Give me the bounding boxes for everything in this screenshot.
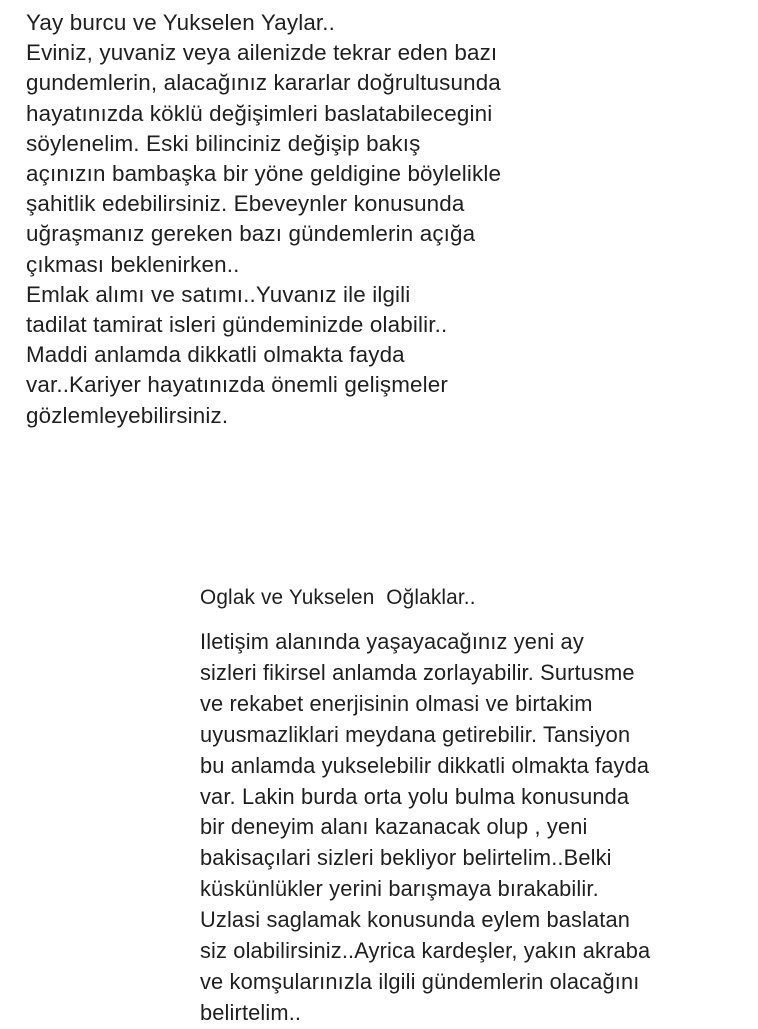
section-oglak-line: ve rekabet enerjisinin olmasi ve birtakim: [200, 690, 593, 716]
section-oglak-line: var. Lakin burda orta yolu bulma konusunda: [200, 783, 630, 809]
section-yay-line: Maddi anlamda dikkatli olmakta fayda: [26, 342, 405, 368]
section-oglak-line: siz olabilirsiniz..Ayrica kardeşler, yakın akraba: [200, 938, 651, 964]
section-yay-line: var..Kariyer hayatınızda önemli gelişmeler: [26, 372, 448, 398]
section-yay-line: tadilat tamirat isleri gündeminizde olabilir..: [26, 312, 448, 338]
section-oglak: [200, 583, 752, 1029]
section-yay: [26, 8, 746, 431]
section-yay-line: gözlemleyebilirsiniz.: [26, 402, 229, 428]
section-yay-line: şahitlik edebilirsiniz. Ebeveynler konusunda: [26, 191, 465, 217]
section-oglak-line: ve komşularınızla ilgili gündemlerin olacağını: [200, 968, 640, 994]
section-yay-line: söylenelim. Eski bilinciniz değişip bakış: [26, 130, 421, 156]
section-oglak-line: bakisaçılari sizleri bekliyor belirtelim..Belki: [200, 845, 612, 871]
section-oglak-line: küskünlükler yerini barışmaya bırakabilir.: [200, 876, 599, 902]
section-oglak-line: Iletişim alanında yaşayacağınız yeni ay: [200, 629, 584, 654]
section-oglak-line: belirtelim..: [200, 999, 302, 1025]
section-yay-line: uğraşmanız gereken bazı gündemlerin açığa: [26, 221, 476, 247]
section-oglak-title: Oglak ve Yukselen Oğlaklar..: [200, 586, 476, 609]
section-yay-line: gundemlerin, alacağınız kararlar doğrultusunda: [26, 70, 501, 96]
section-yay-line: Eviniz, yuvaniz veya ailenizde tekrar eden bazı: [26, 40, 498, 66]
section-yay-line: hayatınızda köklü değişimleri baslatabilecegini: [26, 100, 493, 126]
section-oglak-line: uyusmazliklari meydana getirebilir. Tansiyon: [200, 721, 631, 747]
section-yay-line: açınızın bambaşka bir yöne geldigine böylelikle: [26, 161, 502, 187]
section-oglak-line: Uzlasi saglamak konusunda eylem baslatan: [200, 907, 631, 933]
section-oglak-line: bir deneyim alanı kazanacak olup , yeni: [200, 814, 588, 840]
section-oglak-line: bu anlamda yukselebilir dikkatli olmakta fayda: [200, 752, 650, 778]
section-oglak-line: sizleri fikirsel anlamda zorlayabilir. Surtusme: [200, 659, 635, 685]
section-yay-title: Yay burcu ve Yukselen Yaylar..: [26, 10, 336, 35]
section-yay-line: çıkması beklenirken..: [26, 251, 240, 277]
section-yay-line: Emlak alımı ve satımı..Yuvanız ile ilgili: [26, 281, 411, 307]
